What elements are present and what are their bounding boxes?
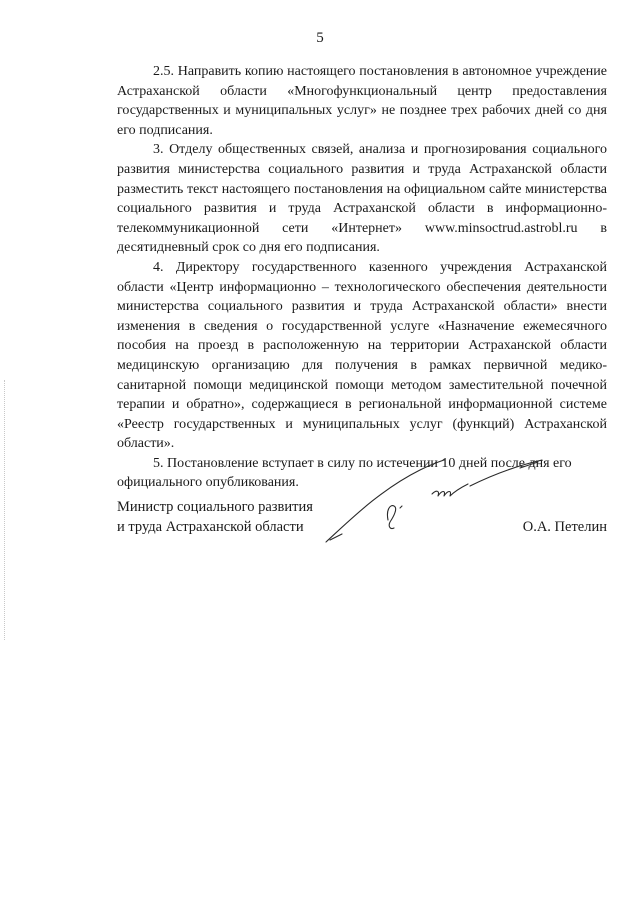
- signer-title-line-2: и труда Астраханской области: [117, 519, 304, 535]
- signer-title-line-1: Министр социального развития: [117, 499, 313, 515]
- document-body: [117, 62, 607, 493]
- paragraph-2-5: 2.5. Направить копию настоящего постановления в автономное учреждение Астраханской области «Многофункциональный центр предоставления государственных и муниципальных услуг» не позднее трех рабочих дней со дня его подписания.: [117, 64, 607, 138]
- paragraph-4: 4. Директору государственного казенного учреждения Астраханской области «Центр информационно – технологического обеспечения деятельности министерства социального развития и труда Астраханской области» внести изменения в сведения о государственной услуге «Назначение ежемесячного пособия на проезд в расположенную на территории Астраханской области медицинскую организацию для получения в рамках первичной медико-санитарной помощи медицинской помощи методом заместительной почечной терапии и обратно», содержащиеся в региональной информационной системе «Реестр государственных и муниципальных услуг (функций) Астраханской области».: [117, 259, 607, 452]
- page-number: 5: [316, 30, 324, 46]
- paragraph-3: 3. Отделу общественных связей, анализа и прогнозирования социального развития министерства социального развития и труда Астраханской области разместить текст настоящего постановления на официальном сайте министерства социального развития и труда Астраханской области в информационно-телекоммуникационной сети «Интернет» www.minsoctrud.astrobl.ru в десятидневный срок со дня его подписания.: [117, 142, 607, 256]
- signer-name: О.А. Петелин: [522, 519, 607, 535]
- scan-edge-marks: [4, 380, 7, 640]
- signature-block: [117, 499, 607, 559]
- paragraph-5: 5. Постановление вступает в силу по истечении 10 дней после дня его официального опубликования.: [117, 455, 572, 491]
